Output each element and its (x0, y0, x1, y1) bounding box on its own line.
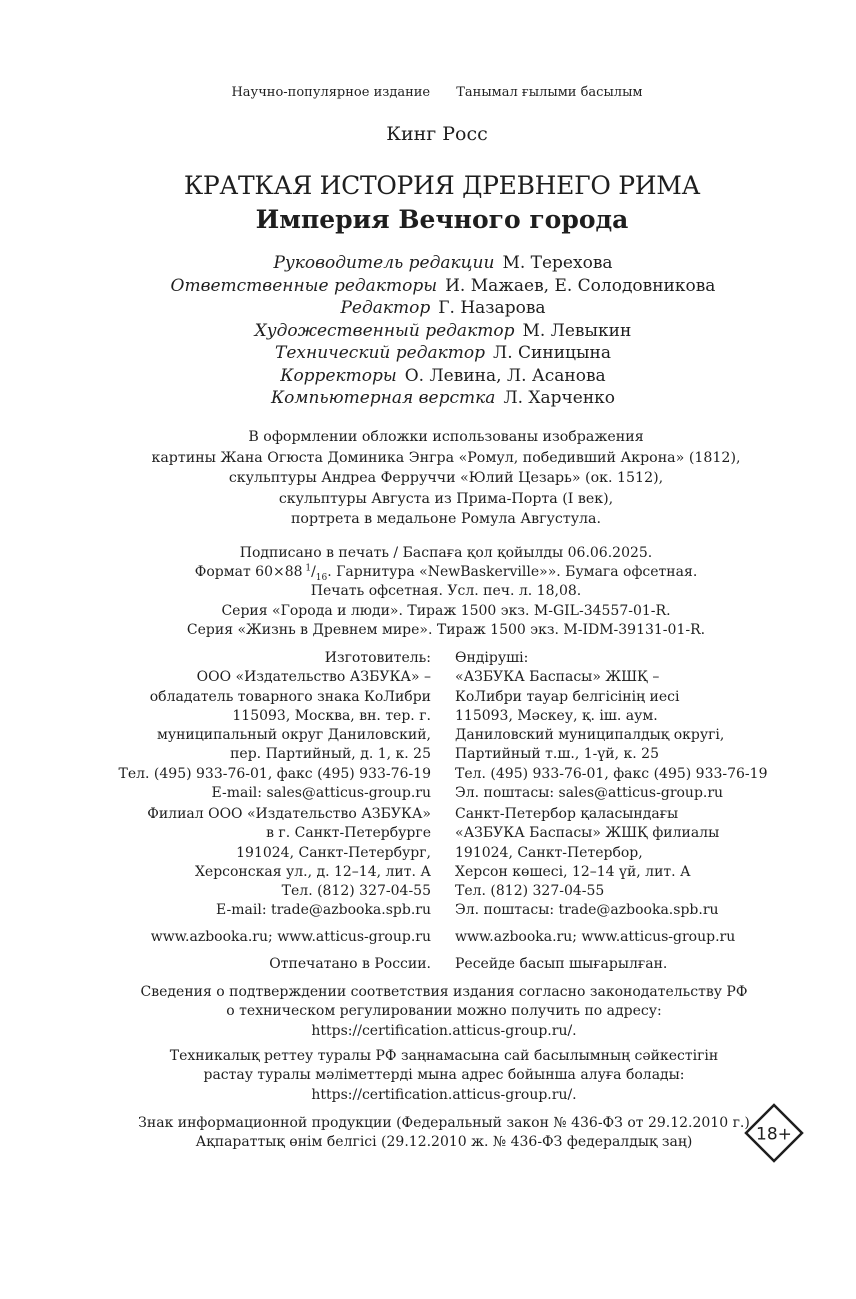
branch-kz-line: «АЗБУКА Баспасы» ЖШҚ филиалы (455, 825, 720, 842)
manufacturer-ru-line: ООО «Издательство АЗБУКА» – (196, 669, 431, 686)
print-line: Печать офсетная. Усл. печ. л. 18,08. (310, 583, 582, 600)
cover-note-line: скульптуры Андреа Ферруччи «Юлий Цезарь» (ок. 1512), (228, 470, 664, 486)
credit-name: М. Левыкин (522, 320, 632, 341)
credit-line (0, 320, 856, 343)
book-title (0, 169, 856, 237)
manufacturer-kz-line: КоЛибри тауар белгісінің иесі (455, 688, 680, 705)
manufacturer-ru-line: Изготовитель: (324, 650, 431, 666)
branch-ru-line: в г. Санкт-Петербурге (266, 825, 431, 842)
manufacturer-kz-line: Өндіруші: (455, 650, 529, 666)
certification-ru-line: Сведения о подтверждении соответствия издания согласно законодательству РФ (140, 984, 748, 1000)
book-title-main: КРАТКАЯ ИСТОРИЯ ДРЕВНЕГО РИМА (183, 171, 701, 200)
manufacturer-ru-line: 115093, Москва, вн. тер. г. (232, 707, 431, 724)
credit-line (0, 387, 856, 410)
format-line: Формат 60×88 $^1/_{16}$. Гарнитура «NewBaskerville»». Бумага офсетная. (194, 563, 698, 583)
credit-name: Л. Синицына (493, 343, 611, 363)
certification-kz (0, 1047, 856, 1105)
format-num: 1 (305, 563, 312, 574)
print-details (0, 544, 856, 640)
info-sign (0, 1114, 856, 1153)
branch-kz-line: Санкт-Петербор қаласындағы (455, 806, 679, 822)
credit-line (0, 252, 856, 275)
branch-ru-line: 191024, Санкт-Петербург, (236, 844, 431, 861)
edition-type-ru: Научно-популярное издание (231, 85, 431, 100)
series-line: Серия «Жизнь в Древнем мире». Тираж 1500 экз. M-IDM-39131-01-R. (186, 621, 706, 638)
manufacturer-ru-email: E-mail: sales@atticus-group.ru (211, 785, 431, 802)
credit-name: И. Мажаев, Е. Солодовникова (445, 275, 716, 296)
credit-line (0, 365, 856, 388)
certification-ru (0, 983, 856, 1041)
info-sign-ru: Знак информационной продукции (Федеральный закон № 436-ФЗ от 29.12.2010 г.) (138, 1115, 750, 1131)
manufacturer-kz-line: 115093, Мәскеу, қ. іш. аум. (455, 707, 658, 724)
certification-kz-line: Техникалық реттеу туралы РФ заңнамасына сай басылымның сәйкестігін (169, 1048, 719, 1064)
certification-kz-line: растау туралы мәліметтерді мына адрес бойынша алуға болады: (203, 1067, 685, 1084)
book-subtitle: Империя Вечного города (255, 205, 629, 234)
format-suffix: . Гарнитура «NewBaskerville»». Бумага офсетная. (327, 564, 698, 581)
credit-name: Г. Назарова (438, 298, 546, 318)
cover-note-line: В оформлении обложки использованы изображения (248, 429, 644, 445)
manufacturer-ru-line: Тел. (495) 933-76-01, факс (495) 933-76-19 (118, 765, 431, 782)
edition-type-kz: Танымал ғылыми басылым (456, 85, 643, 100)
credit-name: О. Левина, Л. Асанова (404, 365, 606, 386)
book-author: Кинг Росс (386, 123, 488, 145)
age-rating-badge (744, 1103, 804, 1163)
format-den: 16 (315, 573, 328, 583)
format-prefix: Формат 60×88 (194, 564, 303, 581)
manufacturer-ru-line: обладатель товарного знака КоЛибри (149, 688, 431, 705)
web-kz: www.azbooka.ru; www.atticus-group.ru (455, 929, 736, 945)
cover-note-line: скульптуры Августа из Прима-Порта (I век), (278, 490, 614, 507)
certification-url: https://certification.atticus-group.ru/. (311, 1086, 577, 1103)
manufacturer-kz (455, 649, 767, 803)
certification-url: https://certification.atticus-group.ru/. (311, 1022, 577, 1039)
manufacturer-kz-line: Партийный т.ш., 1-үй, к. 25 (455, 746, 659, 763)
info-sign-kz: Ақпараттық өнім белгісі (29.12.2010 ж. № 436-ФЗ федералдық заң) (195, 1134, 693, 1151)
manufacturer-kz-line: «АЗБУКА Баспасы» ЖШҚ – (455, 669, 660, 686)
branch-ru-email: E-mail: trade@azbooka.spb.ru (216, 902, 431, 919)
cover-note-line: картины Жана Огюста Доминика Энгра «Ромул, победивший Акрона» (1812), (151, 449, 741, 466)
manufacturer-ru-line: пер. Партийный, д. 1, к. 25 (230, 746, 431, 763)
credit-role: Ответственные редакторы (170, 275, 438, 296)
credit-line (0, 342, 856, 365)
certification-ru-line: о техническом регулировании можно получить по адресу: (226, 1003, 662, 1020)
credit-role: Художественный редактор (254, 320, 515, 341)
credit-role: Редактор (340, 298, 431, 318)
printed-kz: Ресейде басып шығарылған. (455, 956, 668, 972)
branch-kz-line: Тел. (812) 327-04-55 (455, 883, 605, 900)
branch-ru-line: Тел. (812) 327-04-55 (281, 883, 431, 900)
printed-ru: Отпечатано в России. (269, 956, 431, 972)
edition-type (0, 85, 856, 100)
web-ru: www.azbooka.ru; www.atticus-group.ru (150, 929, 431, 945)
credit-role: Технический редактор (275, 343, 486, 363)
branch-kz (455, 805, 719, 921)
credit-name: М. Терехова (502, 253, 613, 273)
manufacturer-kz-line: Тел. (495) 933-76-01, факс (495) 933-76-19 (455, 765, 768, 782)
credit-name: Л. Харченко (503, 388, 616, 408)
manufacturer-ru (119, 649, 431, 803)
credit-line (0, 275, 856, 298)
branch-kz-line: Херсон көшесі, 12–14 үй, лит. А (455, 863, 691, 880)
cover-note (0, 427, 856, 530)
credits-list (0, 252, 856, 410)
credit-line (0, 297, 856, 320)
credit-role: Корректоры (280, 365, 397, 386)
branch-kz-email: Эл. поштасы: trade@azbooka.spb.ru (455, 902, 719, 919)
manufacturer-kz-line: Даниловский муниципалдық округі, (455, 727, 725, 744)
credit-role: Компьютерная верстка (270, 388, 496, 408)
branch-ru-line: Херсонская ул., д. 12–14, лит. А (194, 863, 431, 880)
branch-ru-line: Филиал ООО «Издательство АЗБУКА» (147, 806, 431, 822)
manufacturer-kz-email: Эл. поштасы: sales@atticus-group.ru (455, 785, 724, 802)
branch-kz-line: 191024, Санкт-Петербор, (455, 844, 643, 861)
cover-note-line: портрета в медальоне Ромула Августула. (290, 511, 602, 527)
manufacturer-ru-line: муниципальный округ Даниловский, (156, 727, 431, 744)
credit-role: Руководитель редакции (273, 253, 495, 273)
signed-date: Подписано в печать / Баспаға қол қойылды 06.06.2025. (239, 545, 653, 561)
branch-ru (147, 805, 431, 921)
age-rating-label: 18+ (756, 1124, 792, 1145)
series-line: Серия «Города и люди». Тираж 1500 экз. M-GIL-34557-01-R. (221, 602, 671, 619)
